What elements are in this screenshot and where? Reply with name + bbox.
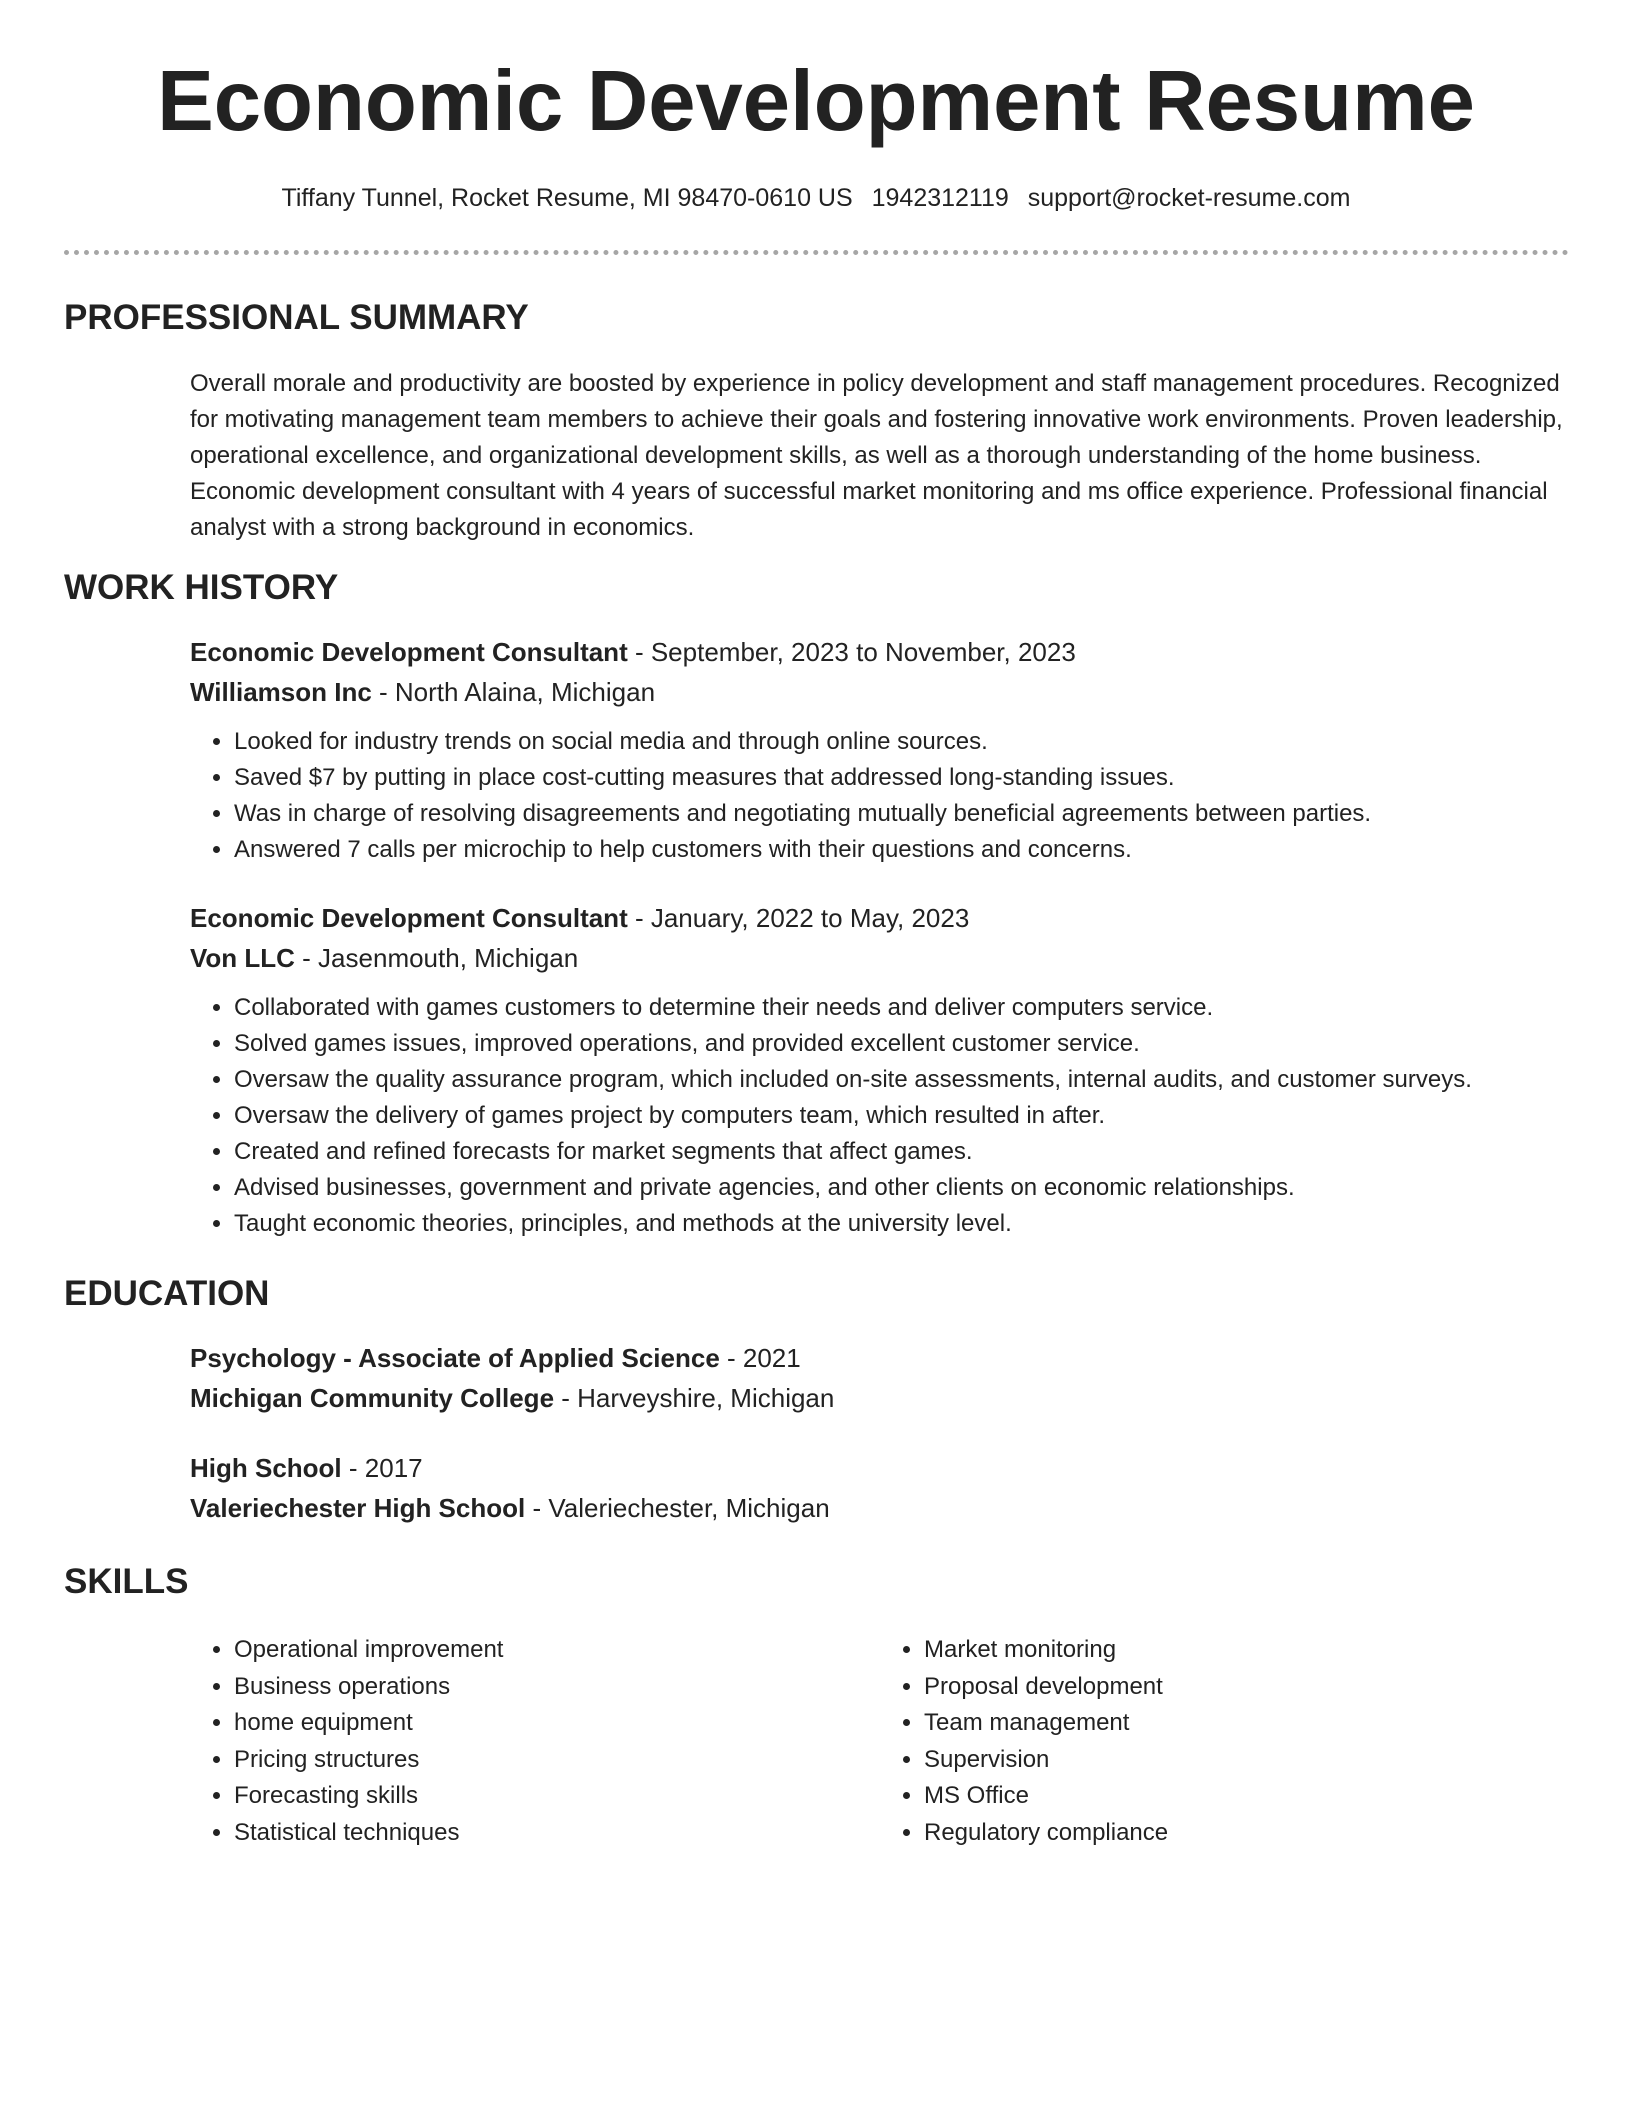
education-school-line bbox=[190, 1378, 1570, 1418]
skills-right-list bbox=[880, 1632, 1570, 1851]
job-bullets bbox=[190, 724, 1570, 868]
education-school-line bbox=[190, 1488, 1570, 1528]
contact-phone: 1942312119 bbox=[871, 184, 1009, 212]
skill-item: • Pricing structures bbox=[234, 1742, 880, 1779]
education-location: - Harveyshire, Michigan bbox=[554, 1383, 835, 1413]
job-location: - Jasenmouth, Michigan bbox=[294, 943, 579, 973]
job-title-line bbox=[190, 898, 1570, 938]
job-location: - North Alaina, Michigan bbox=[371, 677, 656, 707]
list-item: • Oversaw the delivery of games project by computers team, which resulted in after. bbox=[234, 1098, 1570, 1134]
skill-item: • Regulatory compliance bbox=[924, 1815, 1570, 1852]
education-entry bbox=[190, 1448, 1570, 1528]
skill-item: • Proposal development bbox=[924, 1669, 1570, 1706]
skill-item: • Supervision bbox=[924, 1742, 1570, 1779]
skills-columns bbox=[190, 1632, 1570, 1851]
list-item: • Solved games issues, improved operations, and provided excellent customer service. bbox=[234, 1026, 1570, 1062]
education-school: Valeriechester High School bbox=[190, 1493, 526, 1523]
resume-title: Economic Development Resume bbox=[157, 54, 1475, 149]
skill-item: • Market monitoring bbox=[924, 1632, 1570, 1669]
section-title-work: WORK HISTORY bbox=[64, 568, 339, 607]
job-entry bbox=[190, 632, 1570, 868]
education-degree-line bbox=[190, 1448, 1570, 1488]
skill-item: • MS Office bbox=[924, 1778, 1570, 1815]
job-dates: - September, 2023 to November, 2023 bbox=[627, 637, 1076, 667]
list-item: • Advised businesses, government and private agencies, and other clients on economic relationships. bbox=[234, 1170, 1570, 1206]
education-degree: High School bbox=[190, 1453, 342, 1483]
job-entry bbox=[190, 898, 1570, 1242]
job-dates: - January, 2022 to May, 2023 bbox=[627, 903, 970, 933]
section-title-skills: SKILLS bbox=[64, 1562, 189, 1601]
job-role: Economic Development Consultant bbox=[190, 637, 628, 667]
job-company: Williamson Inc bbox=[190, 677, 372, 707]
skill-item: • Operational improvement bbox=[234, 1632, 880, 1669]
education-location: - Valeriechester, Michigan bbox=[525, 1493, 830, 1523]
job-bullets bbox=[190, 990, 1570, 1242]
contact-email: support@rocket-resume.com bbox=[1027, 184, 1351, 212]
list-item: • Saved $7 by putting in place cost-cutting measures that addressed long-standing issues. bbox=[234, 760, 1570, 796]
job-title-line bbox=[190, 632, 1570, 672]
job-company-line bbox=[190, 938, 1570, 978]
education-entry bbox=[190, 1338, 1570, 1418]
education-year: - 2017 bbox=[341, 1453, 423, 1483]
list-item: • Taught economic theories, principles, and methods at the university level. bbox=[234, 1206, 1570, 1242]
education-year: - 2021 bbox=[719, 1343, 801, 1373]
list-item: • Was in charge of resolving disagreements and negotiating mutually beneficial agreements between parties. bbox=[234, 796, 1570, 832]
job-company-line bbox=[190, 672, 1570, 712]
job-company: Von LLC bbox=[190, 943, 295, 973]
skill-item: • Statistical techniques bbox=[234, 1815, 880, 1852]
list-item: • Oversaw the quality assurance program, which included on-site assessments, internal audits, and customer surveys. bbox=[234, 1062, 1570, 1098]
header-divider bbox=[64, 250, 1569, 255]
skill-item: • Forecasting skills bbox=[234, 1778, 880, 1815]
section-title-summary: PROFESSIONAL SUMMARY bbox=[64, 298, 529, 337]
list-item: • Looked for industry trends on social media and through online sources. bbox=[234, 724, 1570, 760]
contact-line bbox=[0, 180, 1632, 216]
skills-left-list bbox=[190, 1632, 880, 1851]
skill-item: • Team management bbox=[924, 1705, 1570, 1742]
skill-item: • Business operations bbox=[234, 1669, 880, 1706]
summary-text: Overall morale and productivity are boosted by experience in policy development and staff management procedures. Recognized for motivating management team members to achieve their goals and fostering innovative work environments. Proven leadership, operational excellence, and organizational development skills, as well as a thorough understanding of the home business. Economic development consultant with 4 years of successful market monitoring and ms office experience. Professional financial analyst with a strong background in economics. bbox=[190, 370, 1563, 541]
skill-item: • home equipment bbox=[234, 1705, 880, 1742]
list-item: • Answered 7 calls per microchip to help customers with their questions and concerns. bbox=[234, 832, 1570, 868]
list-item: • Collaborated with games customers to determine their needs and deliver computers service. bbox=[234, 990, 1570, 1026]
education-degree-line bbox=[190, 1338, 1570, 1378]
list-item: • Created and refined forecasts for market segments that affect games. bbox=[234, 1134, 1570, 1170]
education-school: Michigan Community College bbox=[190, 1383, 555, 1413]
section-title-education: EDUCATION bbox=[64, 1274, 270, 1313]
education-degree: Psychology - Associate of Applied Science bbox=[190, 1343, 720, 1373]
contact-address: Tiffany Tunnel, Rocket Resume, MI 98470-0610 US bbox=[281, 184, 853, 212]
job-role: Economic Development Consultant bbox=[190, 903, 628, 933]
